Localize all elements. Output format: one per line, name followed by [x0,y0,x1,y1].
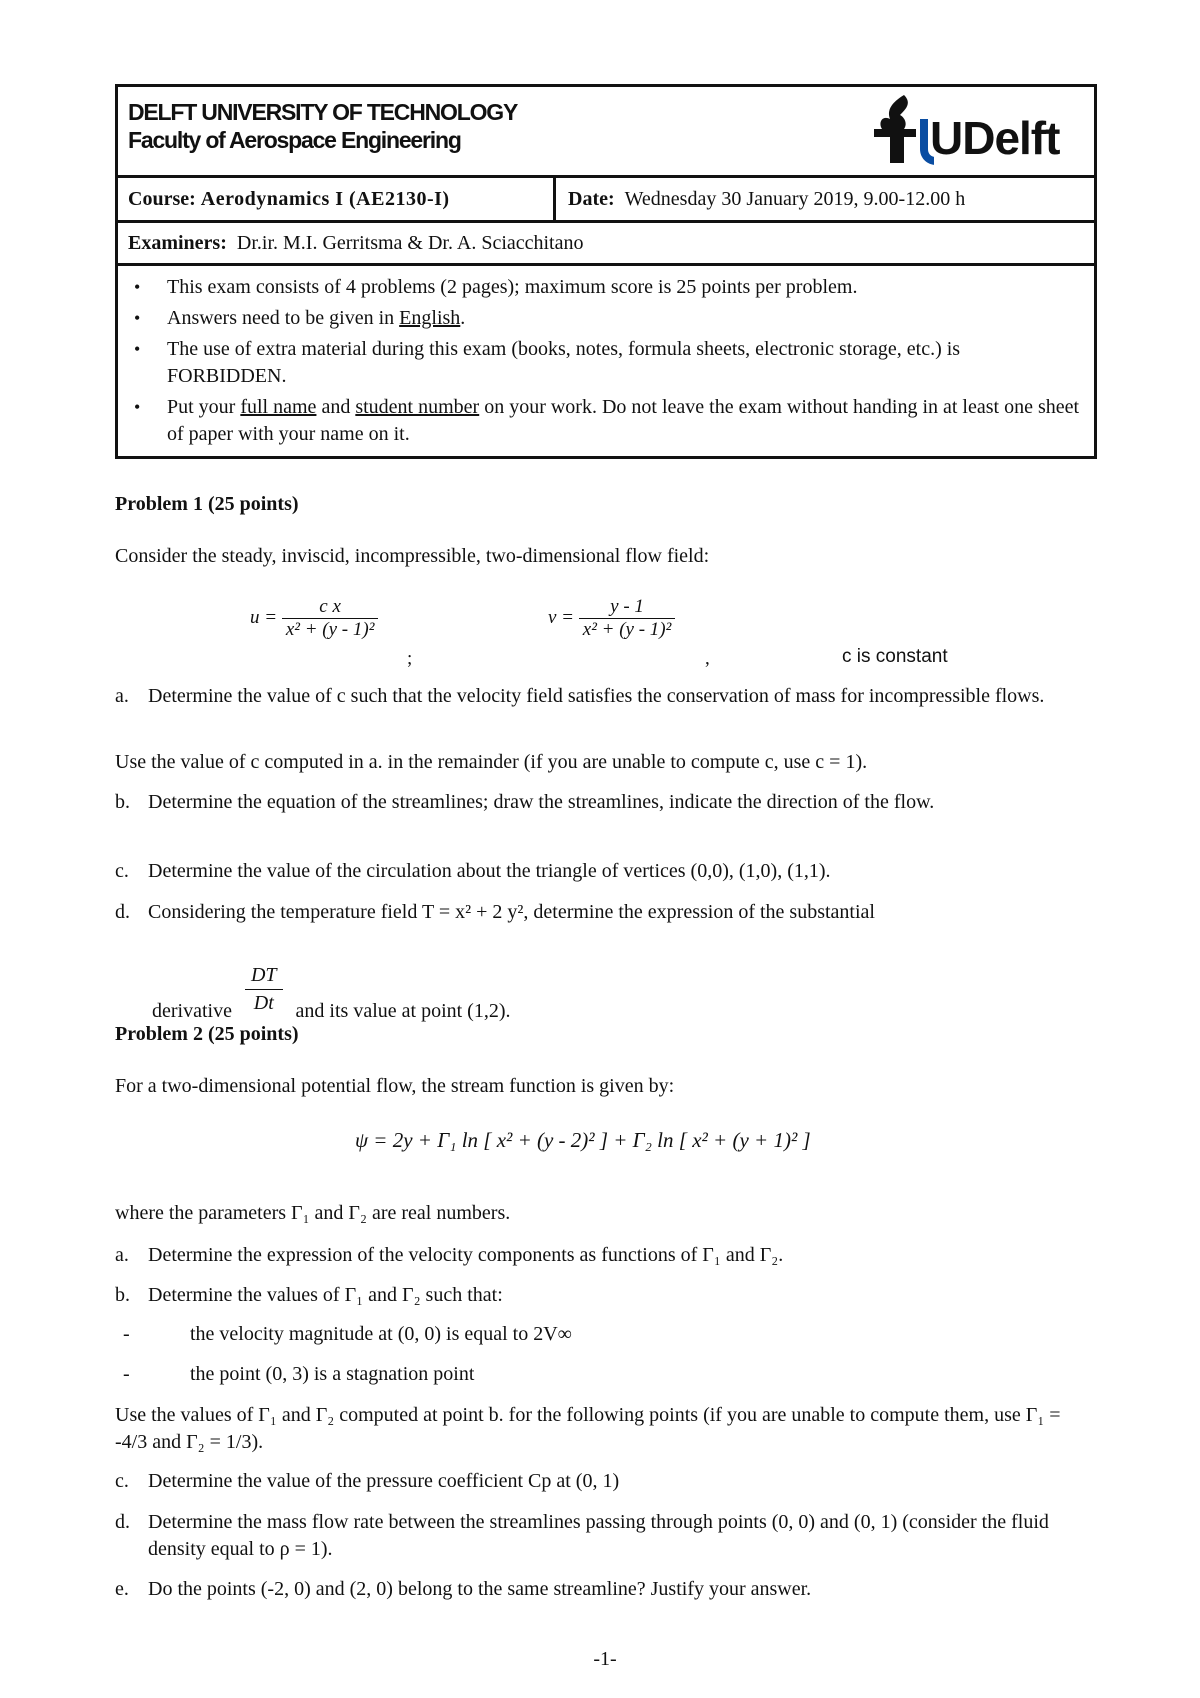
rule-text-part: on your work. Do not leave the exam without handing in at least one sheet of paper with your name on it. [167,396,1080,445]
dash-marker: - [123,1323,130,1345]
item-label: c. [115,1470,129,1492]
problem2-item-d [115,1509,1085,1563]
rule-text: The use of extra material during this exam (books, notes, formula sheets, electronic storage, etc.) is FORBIDDEN. [167,338,961,387]
item-text: Determine the value of the circulation about the triangle of vertices (0,0), (1,0), (1,1). [148,860,831,882]
exam-header-box [115,84,1097,459]
u-denominator: x² + (y - 1)² [285,619,375,640]
item-text: Determine the value of the pressure coefficient Cp at (0, 1) [148,1470,620,1492]
v-fraction [579,596,676,641]
item-label: d. [115,1511,130,1533]
derivative-prefix: derivative [152,1000,232,1022]
rule-text [167,394,1084,448]
course-row [118,178,1094,223]
faculty-name: Faculty of Aerospace Engineering [128,127,461,153]
bullet-icon: • [134,397,141,417]
subitem-text: the velocity magnitude at (0, 0) is equal to 2V∞ [190,1323,572,1345]
item-text: Determine the equation of the streamlines; draw the streamlines, indicate the direction of the flow. [148,791,935,813]
item-text: Determine the expression of the velocity components as functions of Γ₁ and Γ₂. [148,1244,784,1266]
item-label: a. [115,1244,129,1266]
examiners-label: Examiners: [128,231,227,254]
u-numerator: c x [282,596,379,619]
item-text: Determine the values of Γ₁ and Γ₂ such that: [148,1284,503,1306]
rule-underlined: student number [355,396,480,418]
item-label: b. [115,1284,130,1306]
logo-wordmark: UDelft [930,112,1060,164]
rule-text-part: . [460,307,466,329]
item-label: e. [115,1578,129,1600]
university-name: DELFT UNIVERSITY OF TECHNOLOGY [128,99,518,125]
course-label: Course: [128,187,196,210]
university-row [118,87,1094,178]
item-text: Considering the temperature field T = x² + 2 y², determine the expression of the substantial [148,901,875,923]
problem2-item-c [115,1468,1085,1495]
date-value: Wednesday 30 January 2019, 9.00-12.00 h [624,187,966,210]
bullet-icon: • [134,277,141,297]
examiners-row [118,223,1094,266]
item-label: a. [115,685,129,707]
flame-icon [864,93,934,167]
rule-item [128,274,1084,301]
u-fraction [282,596,379,641]
problem2-item-a [115,1242,1085,1269]
bullet-icon: • [134,308,141,328]
item-label: c. [115,860,129,882]
problem1-title: Problem 1 (25 points) [115,493,299,515]
problem2-subitem [115,1363,474,1386]
course-cell [118,178,556,220]
rule-text-part: Answers need to be given in [167,307,400,329]
stream-function-equation: ψ = 2y + Γ₁ ln [ x² + (y - 2)² ] + Γ₂ ln [ x² + (y + 1)² ] [355,1128,811,1152]
rule-underlined: English [399,307,461,329]
date-label: Date: [568,187,615,210]
rule-item [128,394,1084,448]
item-text: Do the points (-2, 0) and (2, 0) belong to the same streamline? Justify your answer. [148,1578,812,1600]
subitem-text: the point (0, 3) is a stagnation point [190,1363,475,1385]
problem2-intro: For a two-dimensional potential flow, the stream function is given by: [115,1075,675,1097]
constant-note: c is constant [842,646,948,667]
bullet-icon: • [134,339,141,359]
problem2-title: Problem 2 (25 points) [115,1023,299,1045]
item-label: b. [115,791,130,813]
problem2-use-note: Use the values of Γ₁ and Γ₂ computed at point b. for the following points (if you are unable to compute them, use Γ₁ = -4/3 and Γ₂ = 1/3). [115,1404,1061,1453]
v-separator: , [705,648,710,669]
v-numerator: y - 1 [579,596,676,619]
item-text: Determine the value of c such that the velocity field satisfies the conservation of mass for incompressible flows. [148,685,1045,707]
derivative-line [152,962,1052,1025]
rule-text-part: Put your [167,396,241,418]
examiners-value: Dr.ir. M.I. Gerritsma & Dr. A. Sciacchitano [236,231,584,254]
page-number: -1- [593,1648,617,1670]
rule-text-part: and [316,396,356,418]
item-text: Determine the mass flow rate between the streamlines passing through points (0, 0) and (0, 1) (consider the fluid density equal to ρ = 1). [148,1511,1049,1560]
rule-item [128,336,1084,390]
derivative-fraction [245,962,283,1017]
problem1-intro: Consider the steady, inviscid, incompressible, two-dimensional flow field: [115,545,710,567]
u-separator: ; [407,648,413,669]
derivative-suffix: and its value at point (1,2). [295,1000,511,1022]
rule-underlined: full name [240,396,317,418]
u-equation [250,596,378,641]
u-lhs: u = [250,606,278,628]
derivative-denominator: Dt [253,992,274,1014]
problem2-subitem [115,1323,572,1346]
v-equation [548,596,675,641]
problem1-item-c [115,858,1085,885]
dash-marker: - [123,1363,130,1385]
course-value: Aerodynamics I (AE2130-I) [200,187,450,210]
derivative-numerator: DT [245,962,283,990]
tudelft-logo [864,93,1060,167]
rule-item [128,305,1084,332]
problem1-item-b [115,789,1085,816]
problem1-use-note: Use the value of c computed in a. in the remainder (if you are unable to compute c, use c = 1). [115,751,868,773]
problem2-item-b [115,1282,1085,1309]
problem2-params: where the parameters Γ₁ and Γ₂ are real numbers. [115,1202,511,1224]
problem1-item-d [115,899,1085,926]
date-cell [556,178,1094,220]
v-denominator: x² + (y - 1)² [582,619,672,640]
rules-list [118,266,1094,456]
rule-text: This exam consists of 4 problems (2 pages); maximum score is 25 points per problem. [167,276,858,298]
item-label: d. [115,901,130,923]
rule-text [167,305,465,332]
problem2-item-e [115,1576,1085,1603]
problem1-item-a [115,683,1085,710]
v-lhs: v = [548,606,575,628]
